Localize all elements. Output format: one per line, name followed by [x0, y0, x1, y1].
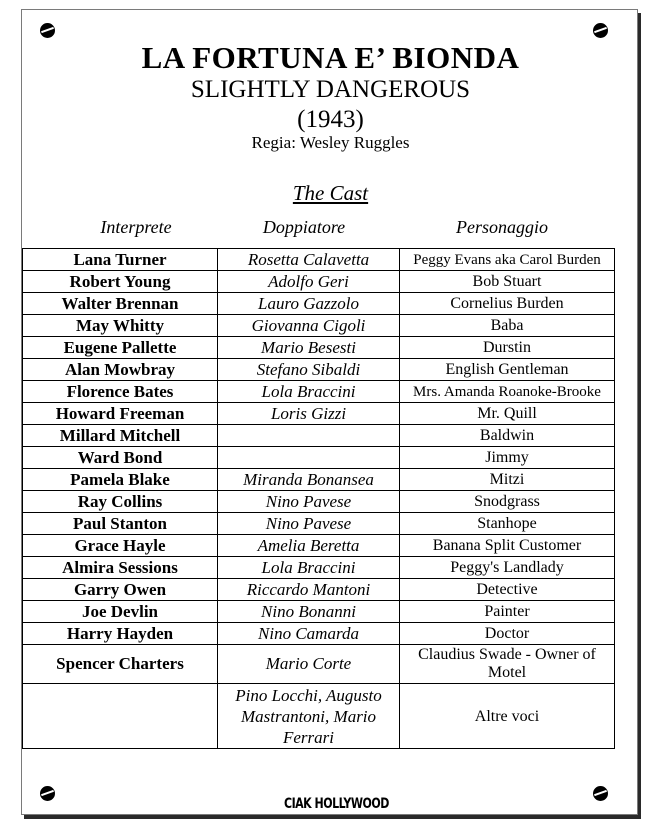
role-cell: Jimmy [400, 447, 615, 469]
role-cell: Mitzi [400, 469, 615, 491]
screw-icon [40, 786, 55, 801]
screw-icon [593, 786, 608, 801]
dubber-cell: Miranda Bonansea [218, 469, 400, 491]
table-row [23, 315, 615, 337]
dubber-cell: Stefano Sibaldi [218, 359, 400, 381]
dubber-cell: Mario Corte [218, 645, 400, 684]
actor-cell: Ward Bond [23, 447, 218, 469]
dubber-cell: Pino Locchi, Augusto Mastrantoni, Mario Ferrari [218, 684, 400, 749]
role-cell: Snodgrass [400, 491, 615, 513]
table-row [23, 403, 615, 425]
table-row [23, 359, 615, 381]
actor-cell: Howard Freeman [23, 403, 218, 425]
dubber-cell: Amelia Beretta [218, 535, 400, 557]
role-cell: Painter [400, 601, 615, 623]
actor-cell: Joe Devlin [23, 601, 218, 623]
actor-cell: Garry Owen [23, 579, 218, 601]
role-cell: English Gentleman [400, 359, 615, 381]
actor-cell: Eugene Pallette [23, 337, 218, 359]
table-row [23, 249, 615, 271]
table-row [23, 557, 615, 579]
dubber-cell: Nino Camarda [218, 623, 400, 645]
actor-cell: Ray Collins [23, 491, 218, 513]
screw-icon [593, 23, 608, 38]
director: Regia: Wesley Ruggles [251, 133, 410, 152]
screw-icon [40, 23, 55, 38]
table-row [23, 684, 615, 749]
dubber-cell: Lola Braccini [218, 381, 400, 403]
table-row [23, 601, 615, 623]
cast-plate [21, 9, 638, 815]
column-header-doppiatore: Doppiatore [262, 217, 346, 237]
actor-cell: Spencer Charters [23, 645, 218, 684]
table-row [23, 645, 615, 684]
table-row [23, 469, 615, 491]
table-row [23, 447, 615, 469]
film-title: LA FORTUNA E’ BIONDA [141, 40, 520, 75]
actor-cell: Almira Sessions [23, 557, 218, 579]
role-cell: Peggy's Landlady [400, 557, 615, 579]
dubber-cell [218, 447, 400, 469]
table-row [23, 623, 615, 645]
table-row [23, 513, 615, 535]
original-title: SLIGHTLY DANGEROUS [190, 76, 471, 103]
cast-table [22, 248, 615, 749]
dubber-cell: Nino Bonanni [218, 601, 400, 623]
actor-cell: Robert Young [23, 271, 218, 293]
actor-cell: Lana Turner [23, 249, 218, 271]
table-row [23, 491, 615, 513]
actor-cell: Paul Stanton [23, 513, 218, 535]
dubber-cell: Nino Pavese [218, 491, 400, 513]
table-row [23, 425, 615, 447]
actor-cell: Florence Bates [23, 381, 218, 403]
role-cell: Bob Stuart [400, 271, 615, 293]
cast-heading: The Cast [292, 181, 369, 205]
ciak-hollywood-logo: CIAK HOLLYWOOD [284, 795, 389, 812]
role-cell: Mr. Quill [400, 403, 615, 425]
role-cell: Altre voci [400, 684, 615, 749]
actor-cell: Pamela Blake [23, 469, 218, 491]
release-year: (1943) [297, 106, 364, 133]
table-row [23, 271, 615, 293]
table-row [23, 535, 615, 557]
role-cell: Mrs. Amanda Roanoke-Brooke [400, 381, 615, 403]
table-row [23, 337, 615, 359]
actor-cell: Millard Mitchell [23, 425, 218, 447]
dubber-cell: Nino Pavese [218, 513, 400, 535]
actor-cell: Alan Mowbray [23, 359, 218, 381]
dubber-cell: Lola Braccini [218, 557, 400, 579]
column-header-personaggio: Personaggio [456, 217, 548, 237]
role-cell: Baba [400, 315, 615, 337]
dubber-cell: Adolfo Geri [218, 271, 400, 293]
role-cell: Peggy Evans aka Carol Burden [400, 249, 615, 271]
role-cell: Cornelius Burden [400, 293, 615, 315]
actor-cell: Harry Hayden [23, 623, 218, 645]
role-cell: Banana Split Customer [400, 535, 615, 557]
role-cell: Detective [400, 579, 615, 601]
table-row [23, 293, 615, 315]
dubber-cell: Loris Gizzi [218, 403, 400, 425]
dubber-cell: Giovanna Cigoli [218, 315, 400, 337]
role-cell: Claudius Swade - Owner of Motel [400, 645, 615, 684]
dubber-cell: Riccardo Mantoni [218, 579, 400, 601]
role-cell: Baldwin [400, 425, 615, 447]
table-row [23, 381, 615, 403]
column-header-interprete: Interprete [100, 217, 172, 237]
actor-cell [23, 684, 218, 749]
dubber-cell [218, 425, 400, 447]
dubber-cell: Mario Besesti [218, 337, 400, 359]
role-cell: Durstin [400, 337, 615, 359]
dubber-cell: Lauro Gazzolo [218, 293, 400, 315]
actor-cell: Grace Hayle [23, 535, 218, 557]
role-cell: Stanhope [400, 513, 615, 535]
dubber-cell: Rosetta Calavetta [218, 249, 400, 271]
actor-cell: May Whitty [23, 315, 218, 337]
role-cell: Doctor [400, 623, 615, 645]
table-row [23, 579, 615, 601]
actor-cell: Walter Brennan [23, 293, 218, 315]
